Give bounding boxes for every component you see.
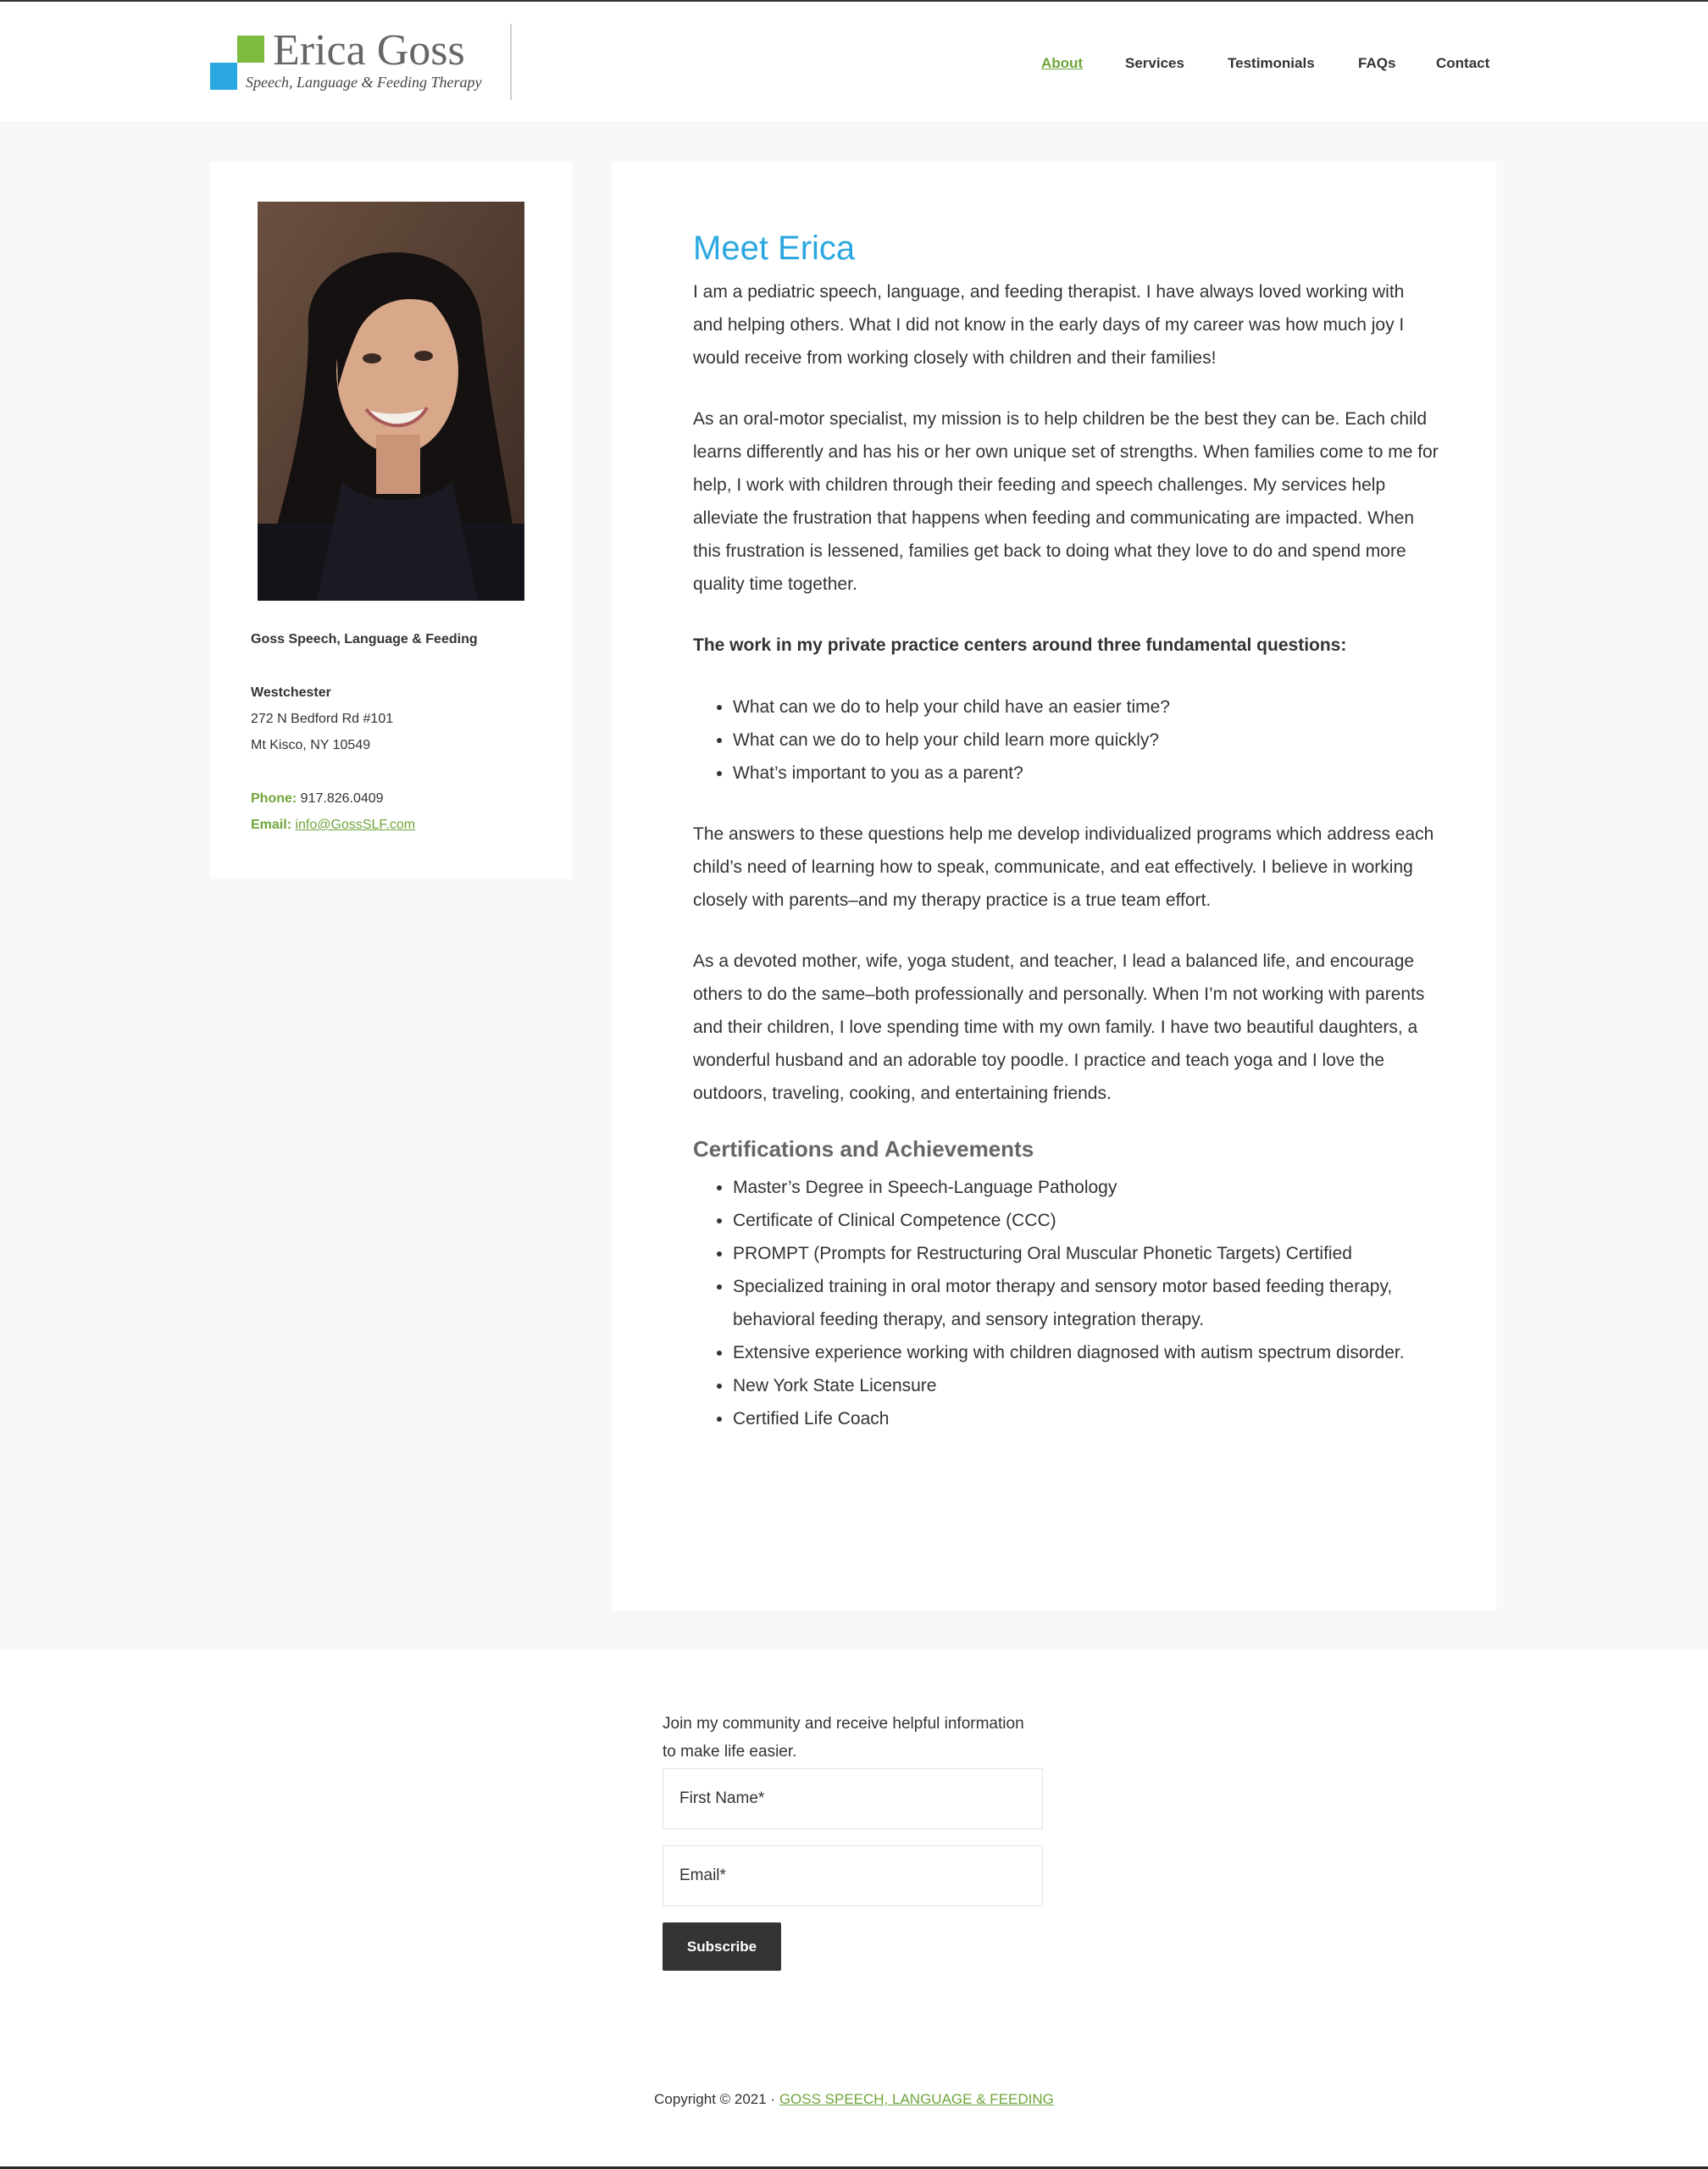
portrait-photo: [258, 202, 524, 601]
certifications-title: Certifications and Achievements: [693, 1136, 1034, 1162]
location-name: Westchester: [251, 685, 331, 700]
site-footer: [0, 2087, 1708, 2112]
page-title: Meet Erica: [693, 230, 856, 267]
list-item: • Certificate of Clinical Competence (CCC): [733, 1204, 1439, 1237]
personal-paragraph: As a devoted mother, wife, yoga student, and teacher, I lead a balanced life, and encourage others to do the same–both professionally and personally. When I’m not working with parents and their children, I love spending time with my own family. I have two beautiful daughters, a wonderful husband and an adorable toy poodle. I practice and teach yoga and I love the outdoors, traveling, cooking, and entertaining friends.: [693, 951, 1425, 1103]
phone-row: [251, 785, 384, 812]
subscribe-button[interactable]: Subscribe: [663, 1922, 781, 1971]
first-name-input[interactable]: [663, 1769, 1042, 1828]
nav-services[interactable]: Services: [1125, 55, 1184, 71]
nav-testimonials[interactable]: Testimonials: [1228, 55, 1315, 71]
logo-blue-square-icon: [210, 63, 237, 90]
logo-tagline: Speech, Language & Feeding Therapy: [246, 74, 482, 91]
first-name-field: [663, 1768, 1043, 1829]
list-item: • Specialized training in oral motor therapy and sensory motor based feeding therapy, behavioral feeding therapy, and sensory integration therapy.: [733, 1270, 1439, 1336]
email-row: [251, 812, 415, 838]
mission-paragraph: As an oral-motor specialist, my mission is to help children be the best they can be. Each child learns differently and has his or her own unique set of strengths. When families come to me for help, I work with children through their feeding and speech challenges. My services help alleviate the frustration that happens when feeding and communicating are impacted. When this frustration is lessened, families get back to doing what they love to do and spend more quality time together.: [693, 409, 1439, 594]
certifications-list: [693, 1171, 1439, 1435]
main-content: [612, 162, 1496, 1611]
email-label: Email:: [251, 818, 292, 832]
content-inner: [693, 230, 1439, 1435]
list-item: • Master’s Degree in Speech-Language Pathology: [733, 1171, 1439, 1204]
intro-paragraph: I am a pediatric speech, language, and feeding therapist. I have always loved working with and helping others. What I did not know in the early days of my career was how much joy I would receive from working closely with children and their families!: [693, 282, 1405, 368]
list-item: • What can we do to help your child have an easier time?: [733, 691, 1439, 724]
list-item: • What can we do to help your child learn more quickly?: [733, 724, 1439, 757]
business-name: Goss Speech, Language & Feeding: [251, 632, 478, 646]
answers-paragraph: The answers to these questions help me develop individualized programs which address each child’s need of learning how to speak, communicate, and eat effectively. I believe in working closely with parents–and my therapy practice is a true team effort.: [693, 824, 1434, 910]
list-item: • Certified Life Coach: [733, 1402, 1439, 1435]
questions-intro: The work in my private practice centers around three fundamental questions:: [693, 635, 1347, 655]
logo-title: Erica Goss: [273, 26, 465, 75]
nav-faqs[interactable]: FAQs: [1358, 55, 1396, 71]
phone-value[interactable]: 917.826.0409: [300, 791, 384, 806]
copyright-text: Copyright © 2021 ·: [654, 2091, 779, 2107]
email-input[interactable]: [663, 1846, 1042, 1906]
header-divider: [510, 24, 512, 100]
questions-list: [693, 691, 1439, 790]
list-item: • New York State Licensure: [733, 1369, 1439, 1402]
email-field: [663, 1845, 1043, 1906]
address-line-2: Mt Kisco, NY 10549: [251, 738, 371, 752]
main-nav: [861, 51, 1708, 76]
logo-green-square-icon: [237, 36, 264, 63]
copyright-link[interactable]: GOSS SPEECH, LANGUAGE & FEEDING: [779, 2091, 1054, 2107]
portrait-icon: [258, 202, 524, 601]
list-item: • Extensive experience working with children diagnosed with autism spectrum disorder.: [733, 1336, 1439, 1369]
newsletter-intro: Join my community and receive helpful information to make life easier.: [663, 1715, 1024, 1761]
contact-sidebar: [210, 162, 572, 879]
site-header: [0, 2, 1708, 121]
nav-about[interactable]: About: [1041, 55, 1084, 71]
list-item: • PROMPT (Prompts for Restructuring Oral Muscular Phonetic Targets) Certified: [733, 1237, 1439, 1270]
nav-contact[interactable]: Contact: [1436, 55, 1490, 71]
address-line-1: 272 N Bedford Rd #101: [251, 712, 394, 726]
site-logo[interactable]: [210, 24, 498, 98]
list-item: • What’s important to you as a parent?: [733, 757, 1439, 790]
phone-label: Phone:: [251, 791, 297, 806]
email-link[interactable]: info@GossSLF.com: [295, 818, 416, 832]
